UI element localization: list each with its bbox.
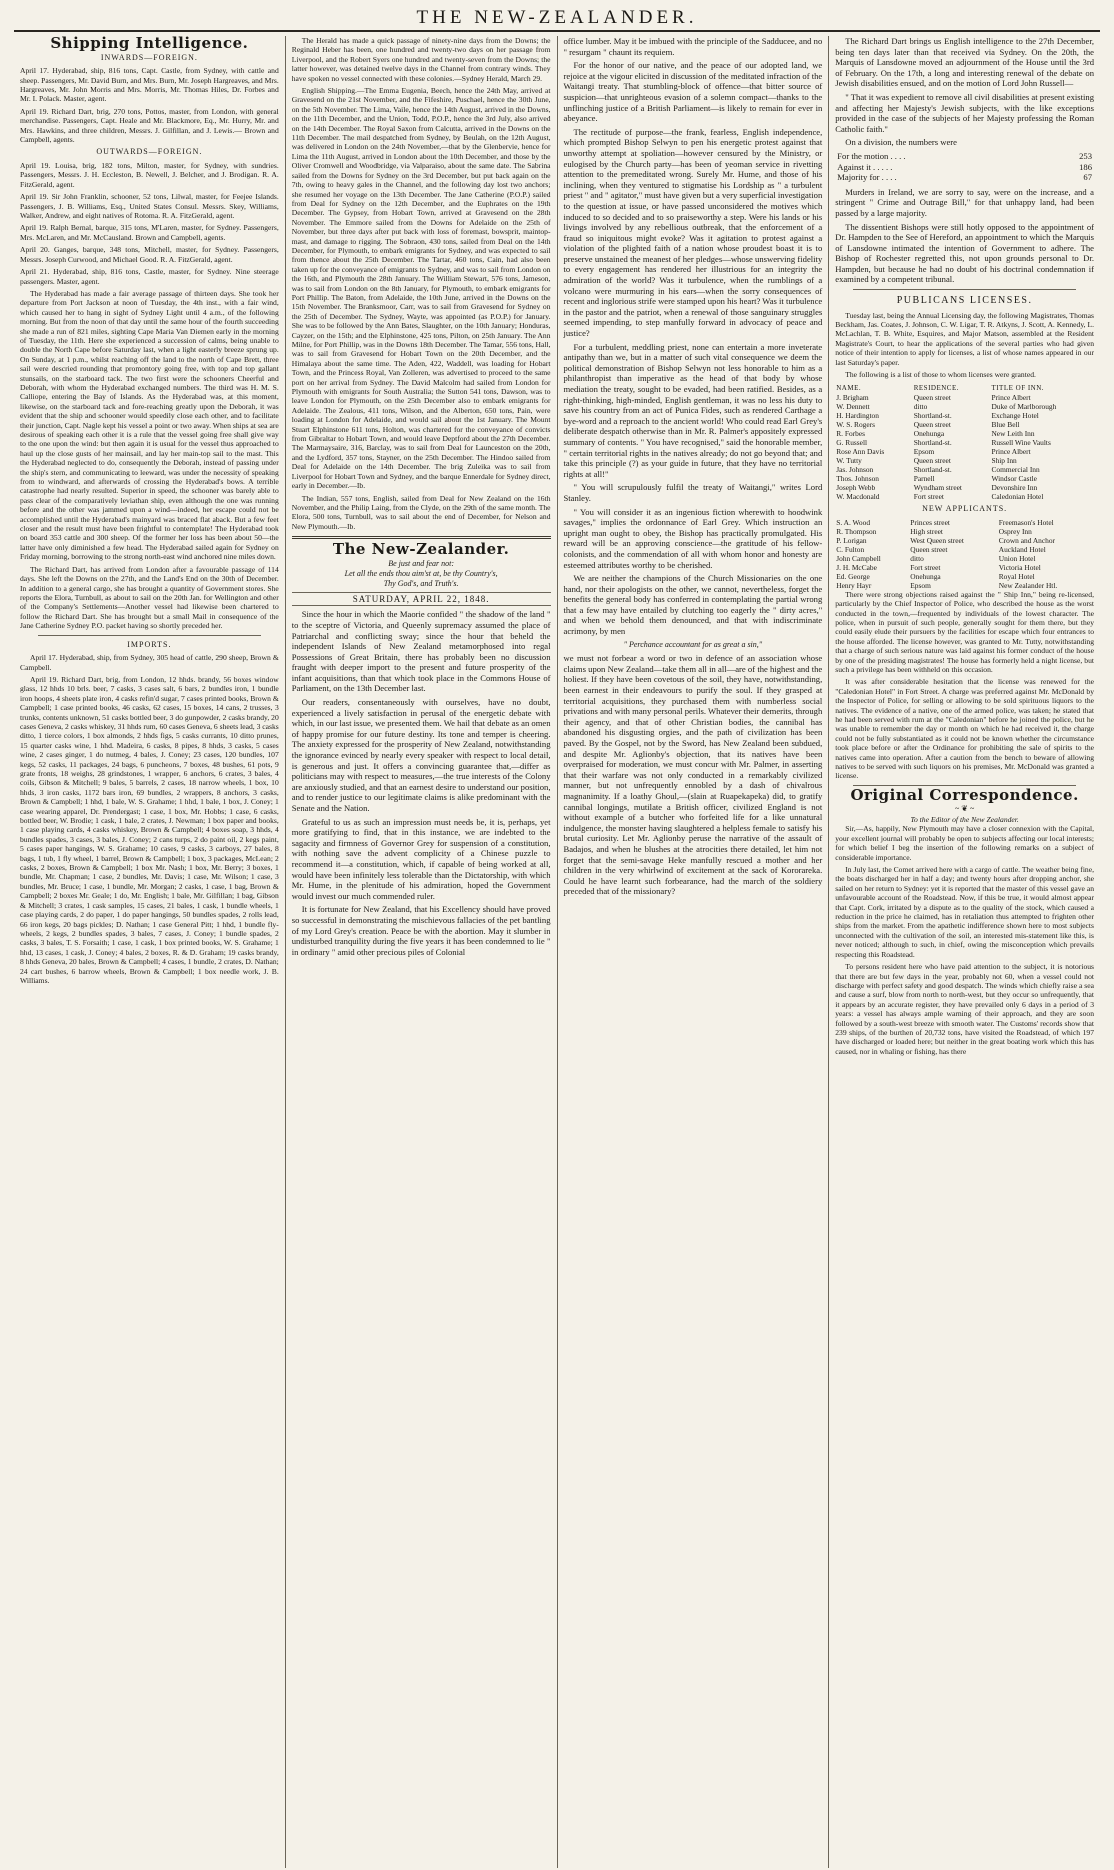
vote-value: 186 [1079,161,1092,172]
license-row [835,492,1094,501]
licensee-name: C. Fulton [836,544,865,554]
licensee-residence: Wyndham street [913,483,962,493]
licensee-residence: Queen street [910,544,948,554]
outwards-heading: OUTWARDS—FOREIGN. [96,147,203,157]
editorial-paragraph: Grateful to us as such an impression must needs be, it is, perhaps, yet more gratifying to find, that in this instance, we are indebted to the sagacity and firmness of Governor Grey for suspension of a constitution, with nothing save the advent complicity of a Chinese puzzle to recommend it—a constitution, which, if capable of being worked at all, would have been infinitely less tolerable than the Dictatorship, with which Mr. Hume, in the plenitude of his admiration, hoped the Government would invest our much commended ruler. [291,816,551,901]
editorial-paragraph: Since the hour in which the Maorie confided " the shadow of the land " to the sceptre of Victoria, and Queenly supremacy assumed the place of Patriarchal and conflicting sway; since the hour that beheld the independent Islands of New Zealand metamorphosed into regal Possessions of Great Britain, there has probably been no discussion fraught with deeper import to the present and future prosperity of the infant acquisitions, than that which took place in the Commons House of Parliament, on the 13th December last. [291,609,551,694]
licensee-residence: Shortland-st. [913,411,952,421]
licensee-residence: Parnell [913,474,935,484]
letter-address: To the Editor of the New Zealander. [910,815,1019,824]
licensee-residence: Onehunga [913,429,945,439]
licenses-body [835,393,1094,501]
letter-paragraph: To persons resident here who have paid attention to the subject, it is notorious that there are but few days in the year, probably not 60, when a vessel could not discharge with perfect safety and good despatch. The winds which chiefly raise a sea and cause a surf, blow from north to north-west, but they occur so unfrequently, that it appears by an accurate register, they have prevailed only 6 days in a period of 3 years: a vessel has always ample warning of their approach, and they are soon followed by a south-west breeze with smooth water. The Customs' records show that 239 ships, of the burthen of 20,732 tons, have visited the Roadstead, of which 197 have discharged or loaded here; but neither in the great boating work which this has caused, nor in whaling or fishing, has there [835,962,1094,1056]
publicans-paragraph: The following is a list of those to whom licenses were granted. [845,370,1036,380]
licensee-residence: High street [910,526,943,536]
publicans-heading: PUBLICANS LICENSES. [896,295,1033,307]
licensee-residence: Epsom [913,447,935,457]
column-header: TITLE OF INN. [991,383,1045,392]
editorial-paragraph: " You will consider it as an ingenious fiction wherewith to hoodwink savages," implies the ordonnance of Earl Grey. Which instruction an upright man ought to obey, the Bishop has practically promulgated. His reward will be an approving conscience—the gratitude of his fellow-colonists, and the commendation of all with whom honor and honesty are esteemed attributes worthy to be cherished. [563,506,823,570]
columns [14,36,1100,1868]
editorial-paragraph: It is fortunate for New Zealand, that his Excellency should have proved so successful in demonstrating the mischievous fallacies of the pet bantling of my Lord Grey's creation. Peace be with the abortion. May it slumber in undisturbed tranquility during the five years it has been condemned to lie " in ordinary " amid other precious piles of Colonial [291,904,551,957]
licensee-name: G. Russell [836,438,868,448]
publicans-paragraph: Tuesday last, being the Annual Licensing day, the following Magistrates, Thomas Beckham, Jas. Coates, J. Johnson, C. W. Ligar, T. R. Atkyns, J. Scott, A. Kennedy, L. McLachlan, T. B. White, Esquires, and Major Matson, assembled at the Resident Magistrate's Court, to hear the applications of the several parties who had given notice of their intention to apply for licenses, a list of whose names appeared in our last Saturday's paper. [835,310,1094,367]
shipping-paragraph: The Hyderabad has made a fair average passage of thirteen days. She took her departure from Port Jackson at noon of Tuesday, the 4th inst., with a fair wind, which caused her to hang in sight of Sydney Light until 4 a.m., of the following morning. But from the noon of that day until the same hour of the fourth succeeding she made a run of 821 miles, sighting Cape Maria Van Diemen early in the morning of Tuesday, the 11th. Here she experienced a succession of calms, being unable to double the North Cape before Saturday last, when a light easterly breeze sprung up. On Sunday, at 1 p.m., whilst reaching off the land to the north of Cape Brett, three sail were descried rounding that promontory going free, with top and top gallant stunsails, on the starboard tack. The two first were the schooners Cheerful and Deborah, with whom the Hyderabad exchanged numbers. The third was H. M. S. Calliope, entering the Bay of Islands. As the Hyderabad was, at this moment, likewise, on the starboard tack and fore-reaching greatly upon the Deborah, it was evident that the ship and schooner would speedily close each other, and to facilitate their junction, Capt. Nagle kept his vessel a point or two away. When ships at sea are desirous of speaking each other it is a rule that the vessel going free shall give way to the one upon the wind: but then again it is usual for the vessel thus approached to haul up the close gusts of her mainsail, and lay her main-top sail to the mast. This the Hyderabad neglected to do, consequently the Deborah, instead of passing under the ship's stern, and communicating to leeward, was under the necessity of speaking from to windward, and afterwards of crossing the Hyderabad's bows. A terrible catastrophe had nearly resulted. Superior in speed, the schooner was barely able to pass clear of the comparatively leviathan ship, even although the one was running before and the other was jammed upon a wind—indeed, her escape could not be accomplished until the Hyderabad's mainyard was braced flat aback. But a few feet closer and the result must have been frightful to contemplate! The Hyderabad took on board 353 cattle and 300 sheep. Of the former her loss has been about 50—the latter have only diminished a few head. The Hyderabad sailed again for Sydney on Friday morning, borrowing to the strong north-east wind anchored nine miles down. [20,288,279,562]
licensee-name: John Campbell [836,553,881,563]
shipping-news-paragraph: The Indian, 557 tons, English, sailed from Deal for New Zealand on the 16th November, and the Philip Laing, from the Clyde, on the 29th of the same month. The Elora, 500 tons, Turnbull, was to sail about the end of December, for Nelson and New Plymouth.—Ib. [291,493,551,531]
license-row [835,402,1094,411]
license-row [835,465,1094,474]
inward-entry: April 17. Hyderabad, ship, 816 tons, Capt. Castle, from Sydney, with cattle and sheep. Passengers, Mr. David Burn, and Mrs. Burn, Mr. Joseph Hargreaves, and Mrs. Hargreaves, Mr. John Morris and Mrs. Morris, Mr. Thomas Hiles, Dr. Forbes and Mr. I. Polack. Master, agent. [20,66,279,104]
inn-title: Windsor Castle [991,474,1037,484]
inward-entry: April 19. Richard Dart, brig, 270 tons, Pottos, master, from London, with general merchandise. Passengers, Capt. Heale and Mr. Blackmore, Eq., Mr. Hurry, Mr. and Mrs. Hawkins, and three children, Messrs. J. Gilfillan, and J. Lewis.— Brown and Campbell, agents. [20,106,279,145]
column-4 [829,36,1100,1868]
license-row [835,527,1094,536]
editorial-paragraph: " You will scrupulously fulfil the treaty of Waitangi," writes Lord Stanley. [563,482,823,503]
licensee-name: W. Dennett [836,402,870,412]
licensee-name: Thos. Johnson [836,474,879,484]
editorial-paragraph: We are neither the champions of the Church Missionaries on the one hand, nor their apologists on the other, we cannot, nevertheless, forget the benefits the general body has conferred in contemplating the partial wrong that a few may have entailed by clutching too eagerly the " dirty acres," and when we behold them denounced, and that with indiscriminate acrimony, by men [563,573,823,637]
applicants-body [835,518,1094,590]
motto-line: Let all the ends thou aim'st at, be thy Country's, [344,568,498,578]
column-3 [558,36,830,1868]
licensee-name: W. S. Rogers [836,420,875,430]
licensee-residence: Fort street [913,492,944,502]
dateline: SATURDAY, APRIL 22, 1848. [292,592,551,607]
imports-heading: IMPORTS. [127,639,172,649]
vote-label: Majority for . . . . [837,172,897,183]
editorial-paragraph: For a turbulent, meddling priest, none can entertain a more inveterate antipathy than we, but in a matter of such vital consequence we deem the political demonstration of Bishop Selwyn not less honorable to him as a philanthropist than imperative as the head of that body by whose mediation the treaty, sought to be evaded, had been ratified. Besides, as a right-thinking, high-minded, English gentleman, it was no less his duty to save his country from an act of Punica Fides, such as rendered Carthage a bye-word and a reproach to the ancient world! Who could read Earl Grey's deliberate despatch otherwise than in Mr. R. Palmer's appositely expressed summary of contents. " You have recognised," said the honorable member, " certain territorial rights in the natives already; do not go beyond that; and take this principle (?) as your guide in future, that they have no territorial rights at all!" [563,341,823,479]
column-header: NAME. [836,383,862,392]
inn-title: Victoria Hotel [998,562,1041,572]
editorial-paragraph: Our readers, consentaneously with ourselves, have no doubt, experienced a lively satisfaction in perusal of the energetic debate with which, in our last issue, we presented them. We hail that debate as an omen of happy promise for our future destiny. Its tone and temper is cheering. The anxiety expressed for the prosperity of New Zealand, notwithstanding the ignorance evinced by nearly every speaker with respect to local detail, is generous and just. It offers a convincing guarantee that,—differ as politicians may with respect to measures,—the true interests of the Colony are anxiously studied, and that an earnest desire to understand our position, and to render justice to our legitimate claims is alike predominant with the Senate and the Nation. [291,697,551,813]
inn-title: Exchange Hotel [991,411,1039,421]
license-row [835,572,1094,581]
motto-line: Be just and fear not: [388,558,455,568]
inn-title: Duke of Marlborough [991,402,1057,412]
vote-value: 253 [1079,150,1092,161]
division-table [835,151,1094,183]
new-applicants-heading: NEW APPLICANTS. [922,504,1008,514]
section-title-shipping: Shipping Intelligence. [50,36,249,52]
license-row [835,411,1094,420]
licensee-residence: Epsom [910,580,931,590]
inn-title: Crown and Anchor [998,535,1055,545]
import-entry: April 19. Richard Dart, brig, from London, 12 hhds. brandy, 56 boxes window glass, 12 hhds 10 brls. beer, 7 casks, 3 cases salt, 6 bars, 2 bundles iron, 1 bundle iron hoops, 4 sheets plate iron, 4 casks refin'd sugar, 7 cases printed books, Brown & Campbell; 1 case printed books, 46 casks, 62 cases, 15 boxes, 14 cans, 2 trusses, 3 trunks, contents unknown, 51 casks bottled beer, 3 do gunpowder, 2 casks brandy, 20 cases Geneva, 2 casks whiskey, 31 hhds rum, 60 cases Geneva, 6 sheets lead, 3 casks ditto, 1 tierce colors, 1 box almonds, 2 hhds figs, 5 casks currants, 10 ditto prunes, 15 quarter casks wine, 1 hhd. Madeira, 6 casks, 8 pipes, 8 hhds, 3 casks, 5 cases wine, 2 cases ginger, 1 do nutmeg, 4 bales, J. Coney; 23 cases, 120 bundles, 107 kegs, 52 casks, 11 packages, 24 bags, 6 puncheons, 7 boxes, 48 bushes, 61 pots, 9 grate fronts, 18 weighs, 28 grindstones, 1 wrapper, 6 anchors, 6 crates, 3 bales, 4 coils, Gibson & Mitchell; 9 bales, 5 barrels, 2 cases, 18 narrow wheels, 1 box, 10 hhds, 3 iron casks, 1172 bars iron, 69 bundles, 2 wrappers, 8 anchors, 3 casks, Brown & Campbell; 1 hhd, 1 bale, W. S. Grahame; 1 hhd, 1 bale, 1 box, J. Coney; 1 case wearing apparel, Dr. Prendergast; 1 case, 1 box, Mr. Hobbs; 1 case, 6 casks, bottled beer, W. Brodie; 1 cask, 1 bale, 2 crates, J. Newman; 1 box paper and books, 1 case playing cards, 4 casks whiskey, Brown & Campbell; 4 boxes soap, 3 hhds, 4 bundles spades, 3 cases, 3 bales, J. Coney; 2 cans turps, 2 do paint oil, 2 kegs paint, 5 cases paper hangings, W. S. Grahame; 10 cases, 9 casks, 3 carboys, 27 bales, 8 bags, 1 tub, 1 fly wheel, 1 barrel, Brown & Campbell; 1 box, 3 packages, McLean; 2 casks, 2 boxes, Brown & Campbell; 1 box Mr. Nash; 1 box, Mr. Berry; 3 boxes, 1 bundle, Mr. Chapman; 1 case, 2 bundles, Mr. Davis; 1 case, Mr. Wilson; 1 case, 3 bundles, Mr. Bruce; 1 case, 1 bundle, Mr. Morgan; 2 casks, 1 case, 1 bag, Brown & Campbell; 2 boxes Mr. Geale; 1 do, Mr. English; 1 bale, Mr. Gilfillan; 1 bag, Gibson & Mitchell; 3 crates, 1 cask samples, 15 cases, 21 bales, 1 cask, 1 bundle wheels, 1 case playing cards, 2 do paper, 1 do paper hangings, 50 bundles spades, 2 rolls lead, 66 iron kegs, 20 bags pickles; D. Nathan; 1 case General Pitt; 1 hhd, 1 bundle fly-wheels, 2 kegs, 2 bundles spades, 3 bales, 7 cases, J. Coney; 1 bundle spades, 2 casks, 3 bales, T. S. Forsaith; 1 case, 1 cask, 1 box printed books, W. S. Grahame; 1 hhd, 13 cases, 1 cask, J. Coney; 4 bales, 2 boxes, R. & D. Graham; 19 casks brandy, 8 hhds Geneva, 20 bales, Brown & Campbell; 4 cases, 1 bundle, 2 crates, D. Nathan; 24 cart bushes, 6 barrow wheels, Brown & Campbell; 1 box needle work, J. B. Williams. [20,674,279,985]
divider [38,635,261,636]
paper-title: The New-Zealander. [332,540,510,559]
license-row [835,456,1094,465]
license-row [835,438,1094,447]
inn-title: Commercial Inn [991,465,1040,475]
license-row [835,393,1094,402]
import-entry: April 17. Hyderabad, ship, from Sydney, 305 head of cattle, 290 sheep, Brown & Campbell. [20,653,279,672]
inn-title: Prince Albert [991,447,1031,457]
licensee-name: Rose Ann Davis [836,447,885,457]
license-row [835,581,1094,590]
inn-title: Ship Inn [991,456,1017,466]
outward-entry: April 21. Hyderabad, ship, 816 tons, Castle, master, for Sydney. Nine steerage passengers. Master, agent. [20,267,279,286]
inn-title: Freemason's Hotel [998,517,1054,527]
motto-line: Thy God's, and Truth's. [383,578,459,588]
inn-title: Osprey Inn [998,526,1032,536]
masthead: THE NEW-ZEALANDER. [14,6,1100,32]
inn-title: Auckland Hotel [998,544,1046,554]
column-2 [286,36,558,1868]
publicans-paragraph: There were strong objections raised against the " Ship Inn," being re-licensed, particularly by the Chief Inspector of Police, who described the house as the worst conducted in the town,—frequented by individuals of the lowest character. The police, when in pursuit of such people, generally sought for them there, but they could easily elude their pursuers by the facilities for escape which four entrances to the house afforded. The license however, was granted to Mr. Tutty, notwithstanding that a charge of such serious nature was laid against his former conduct of the house by one of the presiding magistrates! The house has formerly held a night license, but such a privilege has been withheld on this occasion. [835,589,1094,674]
licensee-name: Henry Hayr [836,580,872,590]
vote-label: Against it . . . . . [837,161,893,172]
licensee-residence: Princes street [910,517,950,527]
license-row [835,518,1094,527]
inn-title: Devonshire Inn [991,483,1038,493]
license-row [835,483,1094,492]
license-row [835,420,1094,429]
column-1 [14,36,286,1868]
editorial-paragraph: For the honor of our native, and the peace of our adopted land, we rejoice at the vigour elicited in discussion of the meditated infraction of the Waitangi treaty. That stumbling-block of offence—that bitter source of suspicion—that unrighteous evasion of a solemn compact—thanks to the unflinching justice of a British Parliament—is likely to remain for ever in abeyance. [563,60,823,124]
licensee-residence: Onehunga [910,571,941,581]
ornament: ~ ❦ ~ [954,804,975,814]
divider [853,289,1076,290]
licensee-residence: West Queen street [910,535,964,545]
licensee-name: Joseph Webb [836,483,876,493]
publicans-paragraph: It was after considerable hesitation that the license was renewed for the "Caledonian Hotel" in Fort Street. A charge was preferred against Mr. McDonald by the Inspector of Police, for selling or allowing to be sold spirituous liquors to the natives. The evidence of a native, one of the armed police, was taken; he stated that he had been served with rum at the "Caledonian" before he joined the police, but he was unable to remember the day or month on which he had received it, the charge could not be fully substantiated as it could not be known whether the circumstance took place before or after the Ordinance for prohibiting the sale of spirits to the natives came into operation. After a caution from the bench to beware of allowing natives to be served with such liquors on his premises, Mr. McDonald was granted a license. [835,677,1094,781]
outward-entry: April 19. Louisa, brig, 182 tons, Milton, master, for Sydney, with sundries. Passengers, Messrs. J. H. Eccleston, B. Newell, J. Belcher, and J. Brodigan. R. A. FitzGerald, agent. [20,161,279,189]
inn-title: Royal Hotel [998,571,1035,581]
inn-title: Blue Bell [991,420,1020,430]
letter-paragraph: Sir,—As, happily, New Plymouth may have a closer connexion with the Capital, your excellent journal will probably be open to subjects affecting our local interests; for which belief I beg the insertion of the following remarks on a subject of considerable importance. [835,824,1094,862]
news-paragraph: On a division, the numbers were [845,137,957,148]
license-row [835,447,1094,456]
licensee-residence: Queen street [913,456,951,466]
divider [292,536,551,539]
outward-entry: April 19. Ralph Bernal, barque, 315 tons, M'Laren, master, for Sydney. Passengers, Mrs. McLaren, and Mr. McCausland. Brown and Campbell, agents. [20,223,279,242]
inwards-heading: INWARDS—FOREIGN. [100,52,198,62]
licensee-residence: ditto [910,553,924,563]
shipping-news-paragraph: The Herald has made a quick passage of ninety-nine days from the Downs; the Reginald Heber has been, one hundred and twenty-two days on her passage from Liverpool, and the Robert Syers one hundred and twenty-seven from the Downs; the latter however, was detained twelve days in the Channel from contrary winds. They have spoken no vessel connected with these colonies.—Sydney Herald, March 29. [291,36,551,83]
news-paragraph: Murders in Ireland, we are sorry to say, were on the increase, and a stringent " Crime and Outrage Bill," for that unhappy land, had been passed by a large majority. [835,186,1094,218]
licensee-residence: Shortland-st. [913,465,952,475]
licensee-residence: Shortland-st. [913,438,952,448]
licensee-name: S. A. Wood [836,517,871,527]
inn-title: Russell Wine Vaults [991,438,1051,448]
licensee-name: R. Thompson [836,526,877,536]
license-row [835,474,1094,483]
editorial-paragraph: office lumber. May it be imbued with the principle of the Sadducee, and no " resurgam " chaunt its requiem. [563,36,823,57]
license-row [835,554,1094,563]
vote-row [835,151,1094,162]
licensee-name: J. Brigham [836,393,869,403]
news-paragraph: The Richard Dart brings us English intelligence to the 27th December, being ten days later than that received via Sydney. On the 20th, the Marquis of Lansdowne moved an adjournment of the House until the 3rd of February. On the 17th, a long and interesting renewal of the debate on Jewish disabilities ensued, and on the motion of Lord John Russell— [835,36,1094,89]
inn-title: New Zealander Htl. [998,580,1058,590]
shipping-news-paragraph: English Shipping.—The Emma Eugenia, Beech, hence the 24th May, arrived at Gravesend on the 21st November, and the Fifeshire, Puschael, hence the 30th June, on the 5th November. The Lima, Vaile, hence the 14th August, arrived in the Downs, on the 11th December, and the Union, Todd, P.O.P., hence the 3rd July, also arrived on the 14th December. The Royal Saxon from Calcutta, arrived in the Downs on the 11th December. The mail despatched from Sydney, by Beulah, on the 12th August, was delivered in London on the 24th November,—that by the Glenbervie, hence for Lima the 11th August, arrived in London about the 10th December, and those by the Oliver Cromwell and Woodbridge, via Valparaiso, about the same date. The Sabrina sailed from the Downs for Sydney on the 3rd December, but put back again on the 7th, owing to heavy gales in the Channel, and the following day lost two anchors; she resumed her voyage on the 13th December. The Jane Catherine (P.O.P.) sailed from Deal for Sydney on the 12th December, and the Euphrates on the 19th December. The Gypsey, from Hobart Town, arrived at Gravesend on the 28th November. The Emmore sailed from the Downs for Adelaide on the 25th of November, but three days after put back with loss of foremast, bowsprit, maintop-mast, and damage to rigging. The Sobraon, 430 tons, sailed from Deal on the 14th December, for Plymouth, to embark emigrants for Sydney, and was expected to sail from thence about the 25th December. The Tartar, 460 tons, Cain, had also been taken up for the conveyance of emigrants to Sydney, and was to sail from London on the 16th, and Plymouth the 28th January. The William Stewart, 576 tons, Jameson, was to sail from London on the 8th January, for Plymouth, to embark emigrants for Port Phillip. The Baton, from Adelaide, the 10th June, arrived in the Downs on the 15th November. The Branksmoor, Carr, was to sail from Gravesend for Sydney on the 25th of December. The Sydney, Wayte, was appointed (as P.O.P.) for January. She was to be followed by the Ann Bates, Slaughter, on the 10th January; Honduras, Cayzer, on the 15th; and the Elphinstone, 425 tons, Pilton, on 25th January. The Ann Milne, for Port Phillip, was in the Downs 18th December. The Tamar, 556 tons, Hall, was to sail from Gravesend for Hobart Town on the 20th December, and the Himalaya about the same time. The Aden, 422, Waddell, was loading for Hobart Town, and the Princess Royal, Van Zolleren, was advertised to proceed to the same port on her arrival from Sydney. The David Malcolm had sailed from London for Plymouth with emigrants for South Australia; the Sutton 541 tons, Dawson, was to leave London for Plymouth, on the 25th December also to embark emigrants for Adelaide. The Zealous, 411 tons, Wilson, and the Alberton, 650 tons, Pain, were loading at London for Adelaide, and would sail about the 1st January. The Mount Stuart Elphinstone 611 tons, Holton, was chartered for the conveyance of convicts from Gibraltar to Hobart Town, and would leave Deptford about the 27th December. The Marmaysaire, 316, Barclay, was to sail from Deal for Launceston on the 20th, and the Lydford, 357 tons, Stayner, on the 25th December. The Hindoo sailed from Deal for Adelaide on the 14th December. The brig Zuleika was to sail from Liverpool for Hobart Town and Sydney, and the barque Ennerdale for Sydney direct, early in December.—Ib. [291,86,551,491]
licensee-residence: Queen street [913,420,951,430]
licensee-residence: ditto [913,402,928,412]
shipping-paragraph: The Richard Dart, has arrived from London after a favourable passage of 114 days. She left the Downs on the 27th, and the Land's End on the 30th of December. In addition to a general cargo, she has brought a quantity of Government stores. She reports the Elora, Turnbull, as about to sail on the 20th Jan. for Wellington and other of the Company's Settlements—Another vessel had likewise been chartered to follow the Richard Dart. She has brought but a small Mail in consequence of the Jane Catherine Sydney P.O. packet having so shortly preceded her. [20,564,279,631]
license-row [835,545,1094,554]
inn-title: Prince Albert [991,393,1031,403]
inn-title: Caledonian Hotel [991,492,1044,502]
license-row [835,429,1094,438]
vote-value: 67 [1083,172,1092,183]
licensee-residence: Queen street [913,393,951,403]
vote-label: For the motion . . . . [837,150,906,161]
inn-title: Union Hotel [998,553,1036,563]
license-row [835,536,1094,545]
licensee-name: P. Lorigan [836,535,867,545]
inline-quote: " Perchance accountant for as great a sin," [623,639,763,649]
licensee-name: W. Tutty [836,456,862,466]
vote-row [835,162,1094,173]
license-row [835,563,1094,572]
letter-paragraph: In July last, the Comet arrived here with a cargo of cattle. The weather being fine, the boats discharged her in half a day; and twenty hours after dropping anchor, she sailed on her return to Sydney: yet it is reported that the master of this vessel gave an unfavourable account of the Roadstead. Now, if this be true, it would almost appear that Capt. Cork, irritated by a dispute as to the quality of the stock, which caused a reduction in the price he claimed, has in retaliation thus attempted to frighten other ships from the market. From the apathetic indifference shown here to most subjects unconnected with the cultivation of the soil, an interested mis-statement like this, is never noticed; although to such, in chief, owing the misconception which prevails respecting this Roadstead. [835,865,1094,959]
licensee-name: Ed. George [836,571,870,581]
outward-entry: April 19. Sir John Franklin, schooner, 52 tons, Lilwal, master, for Feejee Islands. Passengers, J. B. Williams, Esq., United States Consul. Messrs. Skey, Williams, Walker, Andrew, and eight natives of Rotoma. R. A. FitzGerald, agent. [20,192,279,221]
applicants-table [835,518,1094,590]
inn-title: New Leith Inn [991,429,1035,439]
licensee-name: W. Macdonald [836,492,880,502]
column-header: RESIDENCE. [913,383,959,392]
licensee-name: R. Forbes [836,429,865,439]
editorial-paragraph: we must not forbear a word or two in defence of an association whose claims upon New Zealand—take them all in all—are of the highest and the holiest. If they have been covetous of the soil, they have, notwithstanding, been earnest in their endeavours to purify the soul. If they grasped at territorial acquisitions, they purchased them with numberless social privations and with many personal perils. Whatever their demerits, through their agency, and that of other Christian bodies, the cannibal has abandoned his disgusting orgies, and the path of civilization has been paved. By the Gospel, not by the Sword, has New Zealand been subdued, and despite Mr. Aglionby's objection, that its natives have been overpraised for moderation, we must concur with Mr. Palmer, in asserting that their warfare was not only conducted in a remarkably civilized manner, but not unfrequently ennobled by a dash of chivalrous magnanimity. If a loathy Ghoul,—(slain at Ruapekapeka) did, to gratify cannibal longings, mutilate a British officer, civilized England is not without example of a butcher who forfeited life for a like unnatural indulgence, the monster having slaughtered a helpless female to satisfy his brutal curiosity. Let Mr. Aglionby peruse the narrative of the assault of Badajos, and when he blushes at the atrocities there detailed, let him not forget that the semi-savage Heke manfully rescued a mother and her children in the very whirlwind of excitement at the sack of Kororareka. Could he have learnt such forbearance, had the march of the soldiery preceded that of the missionary? [563,653,823,897]
licensee-name: Jas. Johnson [836,465,874,475]
editorial-paragraph: The rectitude of purpose—the frank, fearless, English independence, which prompted Bishop Selwyn to pen his energetic protest against that unworthy attempt at spoliation—however censured by the Ministry, or eulogised by the Church party—has been of yeoman service in rivetting attention to the premeditated wrong. Surely Mr. Hume, and those of his inclining, when they ventured to stigmatise his Lordship as " a turbulent priest " and " agitator," must have given but a very superficial investigation to the question at issue, or have passed unconsidered the motives which induced to so decided and to so praiseworthy a step. Were his lands or his livings involved by any rebellious outbreak, that the enforcement of a fraud so iniquitous might evoke? Was it agitation to protest against a violation of the plighted faith of a nation whose proudest boast it is to preserve unstained the meanest of her pledges—whose unswerving fidelity to every engagement has rendered her illustrious for an integrity the admiration of the world? Was it turbulence, when the rumblings of a volcano were murmuring in his ears—when the sorry consequences of recent and inglorious strife were stamped upon his heart? Was it turbulence in the pastor and the patriot, when a renewal of those sanguinary struggles seemed impending, to step manfully forward in advocacy of peace and justice? [563,126,823,339]
section-title-correspondence: Original Correspondence. [850,785,1079,804]
licenses-header-row [835,383,1094,394]
licensee-name: J. H. McCabe [836,562,877,572]
licenses-table [835,383,1094,502]
news-paragraph: The dissentient Bishops were still hotly opposed to the appointment of Dr. Hampden to the See of Hereford, an appointment to which the Marquis of Lansdowne intimated the intention of Government to adhere. The Bishop of Rochester regretted this, not upon grounds personal to Dr. Hampden, but because he had no doubt of his doctrinal condemnation if examined by a competent tribunal. [835,221,1094,285]
licensee-residence: Fort street [910,562,941,572]
outward-entry: April 20. Ganges, barque, 348 tons, Mitchell, master, for Sydney. Passengers, Messrs. Joseph Curwood, and Michael Good. R. A. FitzGerald, agent. [20,245,279,264]
vote-row [835,172,1094,183]
licensee-name: H. Hardington [836,411,879,421]
news-paragraph: " That it was expedient to remove all civil disabilities at present existing and affecting her Majesty's Jewish subjects, with the like exceptions provided in the case of the subjects of her Majesty professing the Roman Catholic faith." [835,91,1094,134]
